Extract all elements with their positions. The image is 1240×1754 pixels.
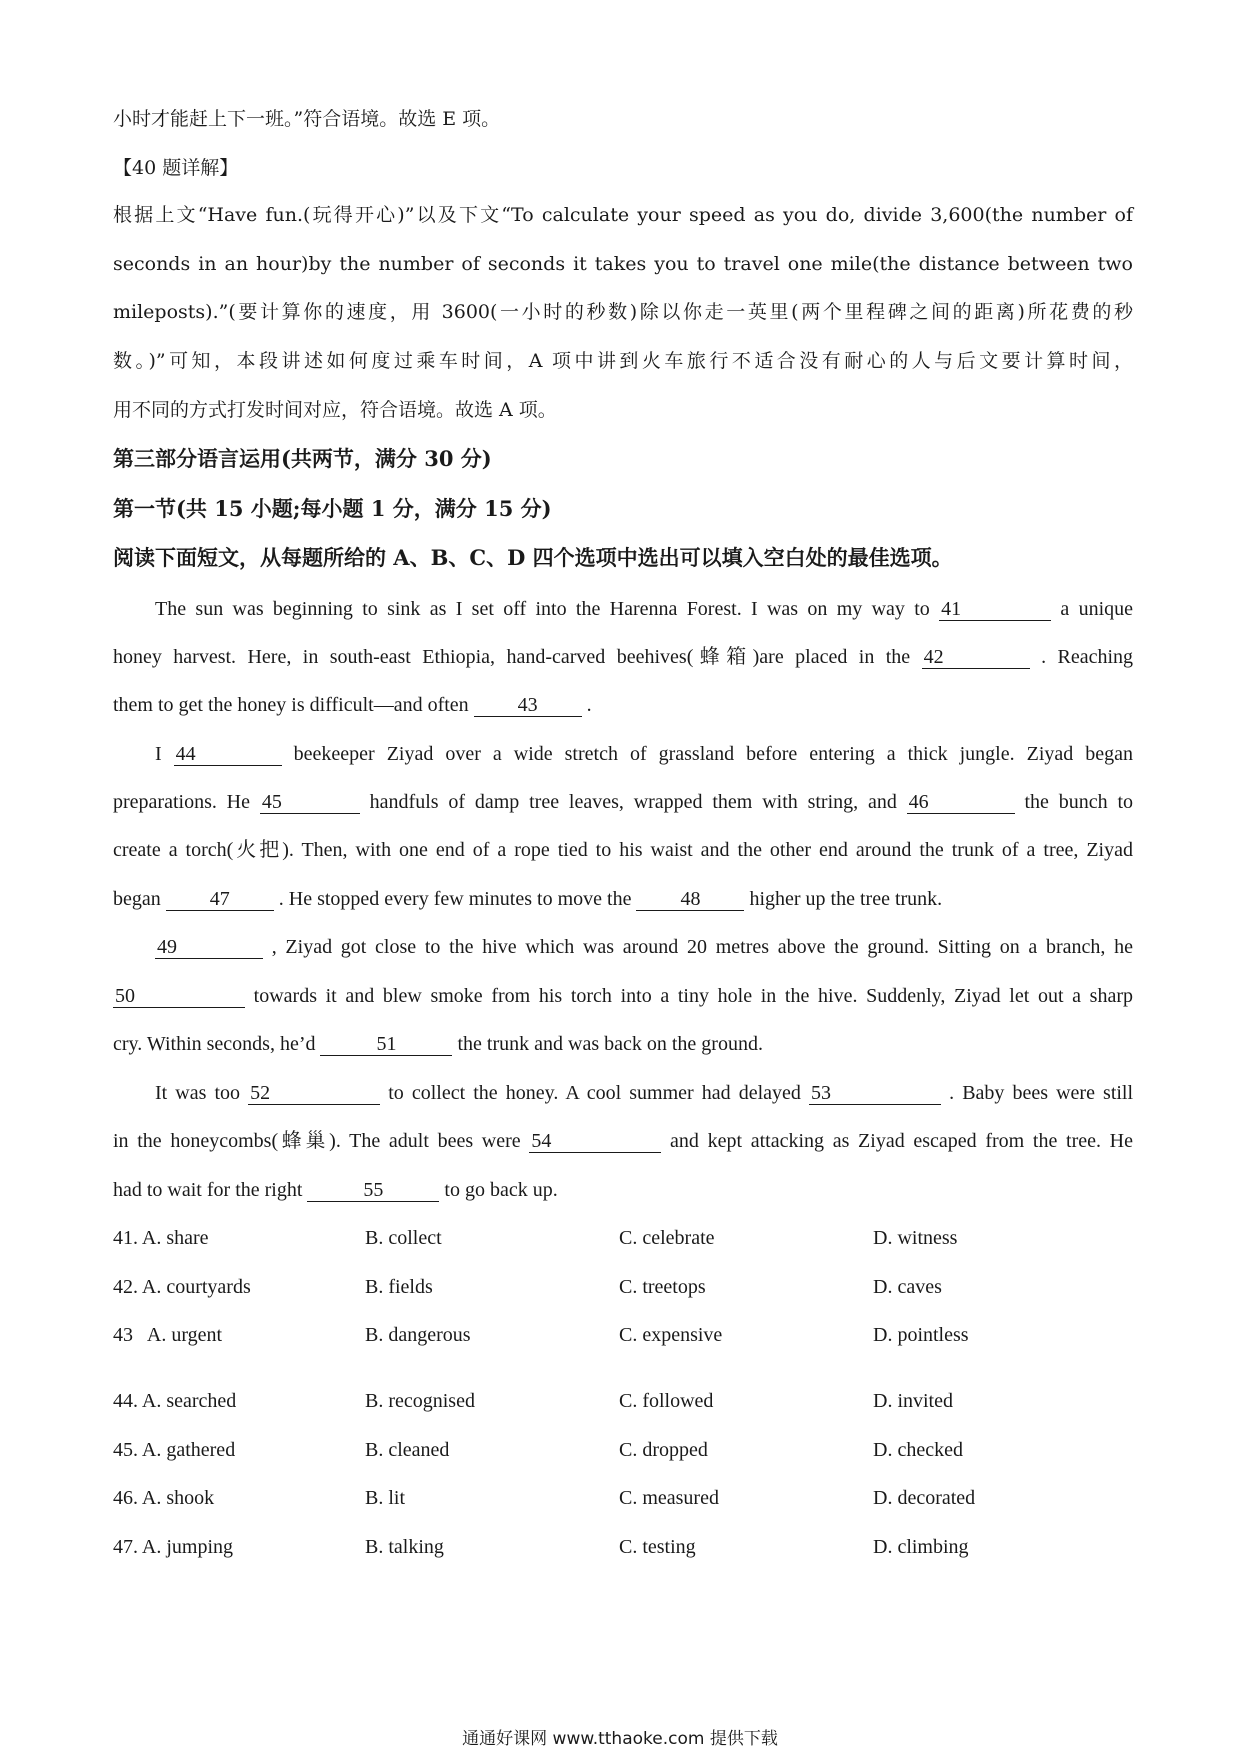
passage-p3-line-2: 50 towards it and blew smoke from his torch into a tiny hole in the hive. Suddenly, Ziyad let out a sharp — [115, 985, 1134, 1007]
option-a[interactable]: 43 A. urgent — [113, 1324, 223, 1346]
option-a[interactable]: 41. A. share — [113, 1227, 209, 1249]
option-a[interactable]: 46. A. shook — [113, 1487, 215, 1509]
passage-p2-line-4: began 47 . He stopped every few minutes to move the 48 higher up the tree trunk. — [113, 888, 943, 910]
options-row-42 — [113, 1274, 1133, 1300]
q40-line-3: mileposts).”(要计算你的速度，用 3600(一小时的秒数)除以你走一英里(两个里程碑之间的距离)所花费的秒 — [113, 301, 1133, 323]
blank-48[interactable]: 48 — [636, 888, 744, 911]
options-row-44 — [113, 1388, 1133, 1414]
option-d[interactable]: D. decorated — [873, 1487, 976, 1509]
passage-p4-line-1: It was too 52 to collect the honey. A cool summer had delayed 53 . Baby bees were still — [155, 1082, 1134, 1104]
blank-43[interactable]: 43 — [474, 694, 582, 717]
passage-p1-line-3: them to get the honey is difficult—and often 43 . — [113, 694, 592, 716]
option-b[interactable]: B. lit — [365, 1487, 406, 1509]
option-b[interactable]: B. collect — [365, 1227, 442, 1249]
options-row-46 — [113, 1485, 1133, 1511]
page-footer: 通通好课网 www.tthaoke.com 提供下载 — [462, 1729, 778, 1749]
option-a[interactable]: 42. A. courtyards — [113, 1276, 251, 1298]
blank-44[interactable]: 44 — [174, 743, 282, 766]
q40-heading: 【40 题详解】 — [113, 157, 239, 179]
option-d[interactable]: D. climbing — [873, 1536, 969, 1558]
option-b[interactable]: B. cleaned — [365, 1439, 450, 1461]
option-c[interactable]: C. followed — [619, 1390, 714, 1412]
passage-p4-line-2: in the honeycombs(蜂巢). The adult bees were 54 and kept attacking as Ziyad escaped from the tree. He — [113, 1130, 1133, 1152]
blank-52[interactable]: 52 — [248, 1082, 380, 1105]
options-row-47 — [113, 1534, 1133, 1560]
passage-p4-line-3: had to wait for the right 55 to go back up. — [113, 1179, 558, 1201]
blank-47[interactable]: 47 — [166, 888, 274, 911]
options-row-43 — [113, 1322, 1133, 1348]
passage-p1-line-2: honey harvest. Here, in south-east Ethiopia, hand-carved beehives(蜂箱)are placed in the 42 . Reaching — [113, 646, 1134, 668]
passage-p3-line-3: cry. Within seconds, he’d 51 the trunk and was back on the ground. — [113, 1033, 763, 1055]
passage-p2-line-1: I 44 beekeeper Ziyad over a wide stretch of grassland before entering a thick jungle. Ziyad began — [155, 743, 1134, 765]
blank-45[interactable]: 45 — [260, 791, 360, 814]
blank-54[interactable]: 54 — [529, 1130, 661, 1153]
option-c[interactable]: C. treetops — [619, 1276, 706, 1298]
option-d[interactable]: D. witness — [873, 1227, 958, 1249]
option-d[interactable]: D. caves — [873, 1276, 942, 1298]
options-row-41 — [113, 1225, 1133, 1251]
option-c[interactable]: C. expensive — [619, 1324, 723, 1346]
passage-p3-line-1: 49 , Ziyad got close to the hive which was around 20 metres above the ground. Sitting on a branch, he — [157, 936, 1134, 958]
passage-p2-line-2: preparations. He 45 handfuls of damp tree leaves, wrapped them with string, and 46 the bunch to — [113, 791, 1134, 813]
option-b[interactable]: B. recognised — [365, 1390, 475, 1412]
option-c[interactable]: C. dropped — [619, 1439, 708, 1461]
blank-41[interactable]: 41 — [939, 598, 1051, 621]
q40-line-2: seconds in an hour)by the number of seconds it takes you to travel one mile(the distance between two — [113, 253, 1133, 275]
q40-line-5: 用不同的方式打发时间对应，符合语境。故选 A 项。 — [113, 399, 557, 421]
option-a[interactable]: 45. A. gathered — [113, 1439, 236, 1461]
q40-line-1: 根据上文“Have fun.(玩得开心)”以及下文“To calculate your speed as you do, divide 3,600(the number of — [113, 204, 1133, 226]
blank-49[interactable]: 49 — [155, 936, 263, 959]
blank-46[interactable]: 46 — [907, 791, 1015, 814]
option-a[interactable]: 44. A. searched — [113, 1390, 237, 1412]
option-b[interactable]: B. dangerous — [365, 1324, 471, 1346]
passage-p1-line-1: The sun was beginning to sink as I set off into the Harenna Forest. I was on my way to 41 a unique — [155, 598, 1134, 620]
blank-55[interactable]: 55 — [307, 1179, 439, 1202]
option-c[interactable]: C. testing — [619, 1536, 696, 1558]
prev-answer-tail: 小时才能赶上下一班。”符合语境。故选 E 项。 — [113, 108, 501, 130]
option-b[interactable]: B. talking — [365, 1536, 444, 1558]
option-d[interactable]: D. pointless — [873, 1324, 969, 1346]
section-title: 第一节(共 15 小题;每小题 1 分，满分 15 分) — [113, 496, 552, 521]
option-c[interactable]: C. celebrate — [619, 1227, 715, 1249]
option-a[interactable]: 47. A. jumping — [113, 1536, 234, 1558]
blank-53[interactable]: 53 — [809, 1082, 941, 1105]
q40-line-4: 数。)”可知，本段讲述如何度过乘车时间，A 项中讲到火车旅行不适合没有耐心的人与后文要计算时间， — [113, 350, 1133, 372]
option-c[interactable]: C. measured — [619, 1487, 719, 1509]
option-b[interactable]: B. fields — [365, 1276, 433, 1298]
option-d[interactable]: D. invited — [873, 1390, 953, 1412]
passage-p2-line-3: create a torch(火把). Then, with one end of a rope tied to his waist and the other end around the trunk of a tree, Ziyad — [113, 839, 1133, 861]
blank-51[interactable]: 51 — [320, 1033, 452, 1056]
blank-50[interactable]: 50 — [113, 985, 245, 1008]
part-title: 第三部分语言运用(共两节，满分 30 分) — [113, 446, 492, 471]
options-row-45 — [113, 1437, 1133, 1463]
blank-42[interactable]: 42 — [922, 646, 1030, 669]
instruction: 阅读下面短文，从每题所给的 A、B、C、D 四个选项中选出可以填入空白处的最佳选项。 — [113, 545, 953, 570]
option-d[interactable]: D. checked — [873, 1439, 963, 1461]
